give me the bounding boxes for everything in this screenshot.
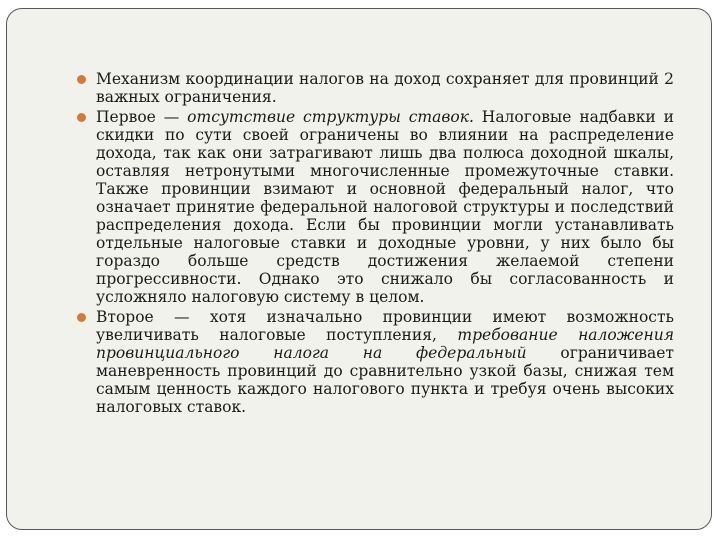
bullet-prefix: Первое — [96,108,188,126]
bullet-text: Механизм координации налогов на доход сохраняет для провинций 2 важных ограничения. [96,70,674,106]
bullet-item-2 [76,108,674,306]
bullet-dot-icon [77,75,86,84]
bullet-emphasis: требование наложения провинциального налога на федеральный [96,326,674,362]
bullet-item-1 [76,70,674,106]
bullet-list [76,70,674,418]
bullet-emphasis: отсутствие структуры ставок. [187,108,474,126]
bullet-body: Налоговые надбавки и скидки по сути своей ограничены во влиянии на распределение дохода, так как они затрагивают лишь два полюса доходной шкалы, оставляя нетронутыми многочисленные промежуточные ставки. Также провинции взимают и основной федеральный налог, что означает принятие федеральной налоговой структуры и последствий распределения дохода. Если бы провинции могли устанавливать отдельные налоговые ставки и доходные уровни, у них было бы гораздо больше средств достижения желаемой степени прогрессивности. Однако это снижало бы согласованность и усложняло налоговую систему в целом. [96,108,675,306]
bullet-item-3 [76,308,674,416]
bullet-dot-icon [77,313,86,322]
bullet-body: ограничивает маневренность провинций до сравнительно узкой базы, снижая тем самым ценность каждого налогового пункта и требуя очень высоких налоговых ставок. [96,344,674,416]
bullet-dot-icon [77,113,86,122]
bullet-prefix: Второе — хотя изначально провинции имеют возможность увеличивать налоговые поступления, [96,308,674,344]
